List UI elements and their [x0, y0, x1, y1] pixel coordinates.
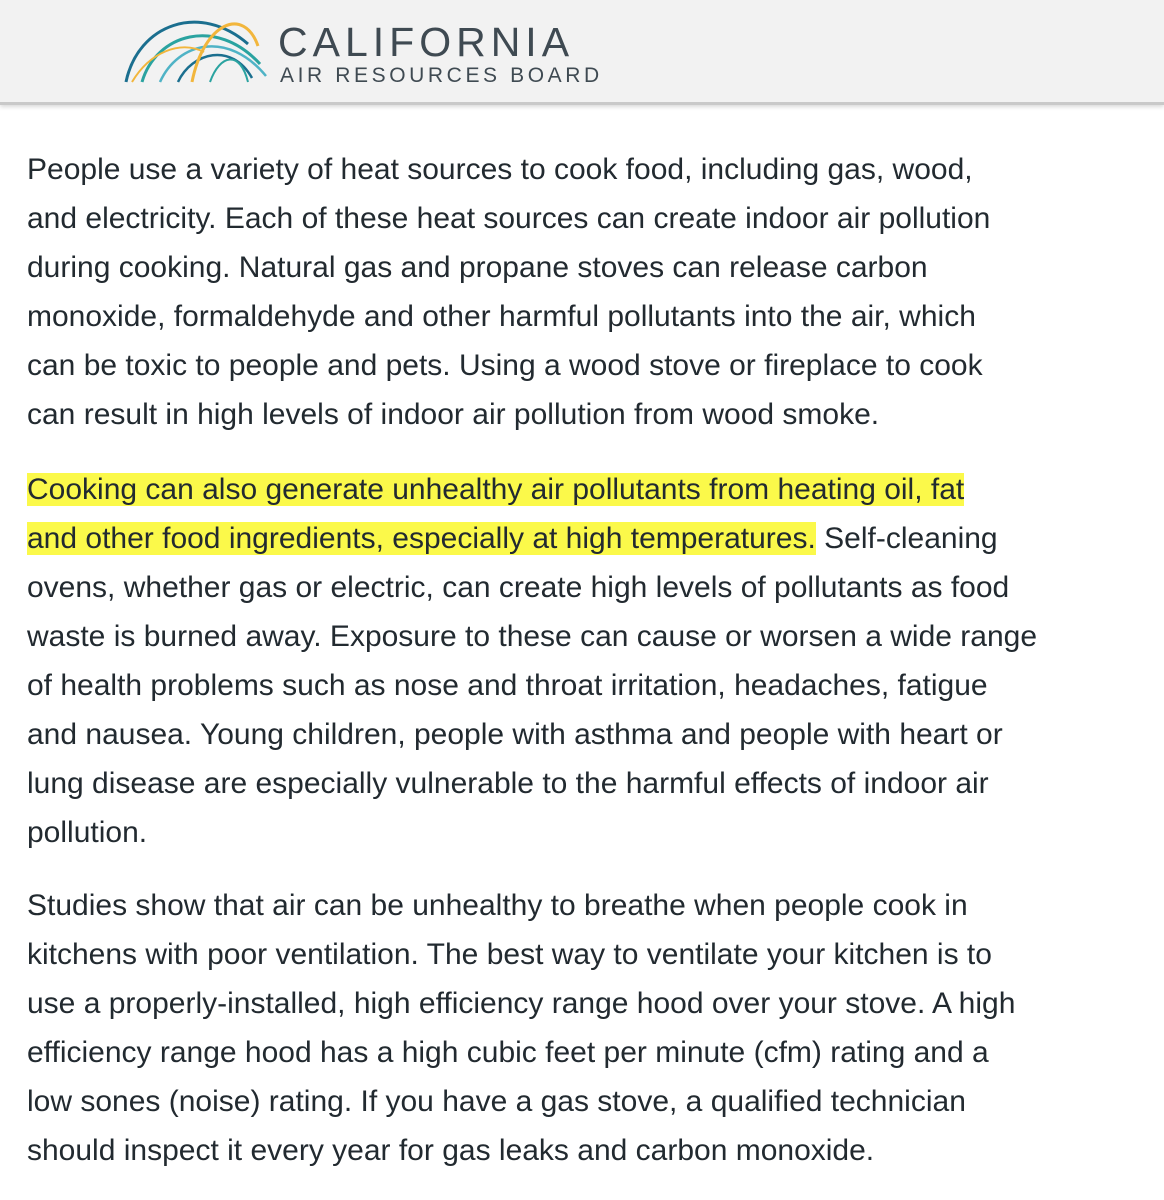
text-line: pollution. [27, 816, 148, 849]
text-line: and nausea. Young children, people with asthma and people with heart or [27, 718, 1003, 751]
text-line [27, 514, 1117, 563]
text-line: monoxide, formaldehyde and other harmful pollutants into the air, which [27, 300, 976, 333]
text-line: Studies show that air can be unhealthy to breathe when people cook in [27, 889, 968, 922]
brand-subtitle: AIR RESOURCES BOARD [280, 64, 603, 87]
highlighted-text: Cooking can also generate unhealthy air pollutants from heating oil, fat [27, 473, 965, 506]
text-line: low sones (noise) rating. If you have a gas stove, a qualified technician [27, 1085, 966, 1118]
site-header [0, 0, 1164, 105]
text-line: efficiency range hood has a high cubic feet per minute (cfm) rating and a [27, 1036, 989, 1069]
highlighted-text: and other food ingredients, especially at high temperatures. [27, 522, 816, 555]
text-line: lung disease are especially vulnerable to the harmful effects of indoor air [27, 767, 989, 800]
text-line: of health problems such as nose and throat irritation, headaches, fatigue [27, 669, 988, 702]
text-line [27, 465, 1117, 514]
text-line: can result in high levels of indoor air pollution from wood smoke. [27, 398, 880, 431]
paragraph-heat-sources [27, 145, 1117, 439]
text-line: ovens, whether gas or electric, can create high levels of pollutants as food [27, 571, 1010, 604]
paragraph-ventilation [27, 881, 1117, 1175]
text-line: and electricity. Each of these heat sources can create indoor air pollution [27, 202, 991, 235]
text-line: kitchens with poor ventilation. The best way to ventilate your kitchen is to [27, 938, 992, 971]
text-line: can be toxic to people and pets. Using a wood stove or fireplace to cook [27, 349, 983, 382]
text-line: should inspect it every year for gas leaks and carbon monoxide. [27, 1134, 875, 1167]
text-line: use a properly-installed, high efficiency range hood over your stove. A high [27, 987, 1016, 1020]
paragraph-cooking-pollutants [27, 465, 1117, 857]
text-line: waste is burned away. Exposure to these can cause or worsen a wide range [27, 620, 1038, 653]
brand-name: CALIFORNIA [278, 19, 575, 65]
text-line: People use a variety of heat sources to cook food, including gas, wood, [27, 153, 973, 186]
text-segment: Self-cleaning [815, 522, 998, 555]
carb-logo-icon[interactable] [120, 2, 270, 90]
text-line: during cooking. Natural gas and propane stoves can release carbon [27, 251, 928, 284]
